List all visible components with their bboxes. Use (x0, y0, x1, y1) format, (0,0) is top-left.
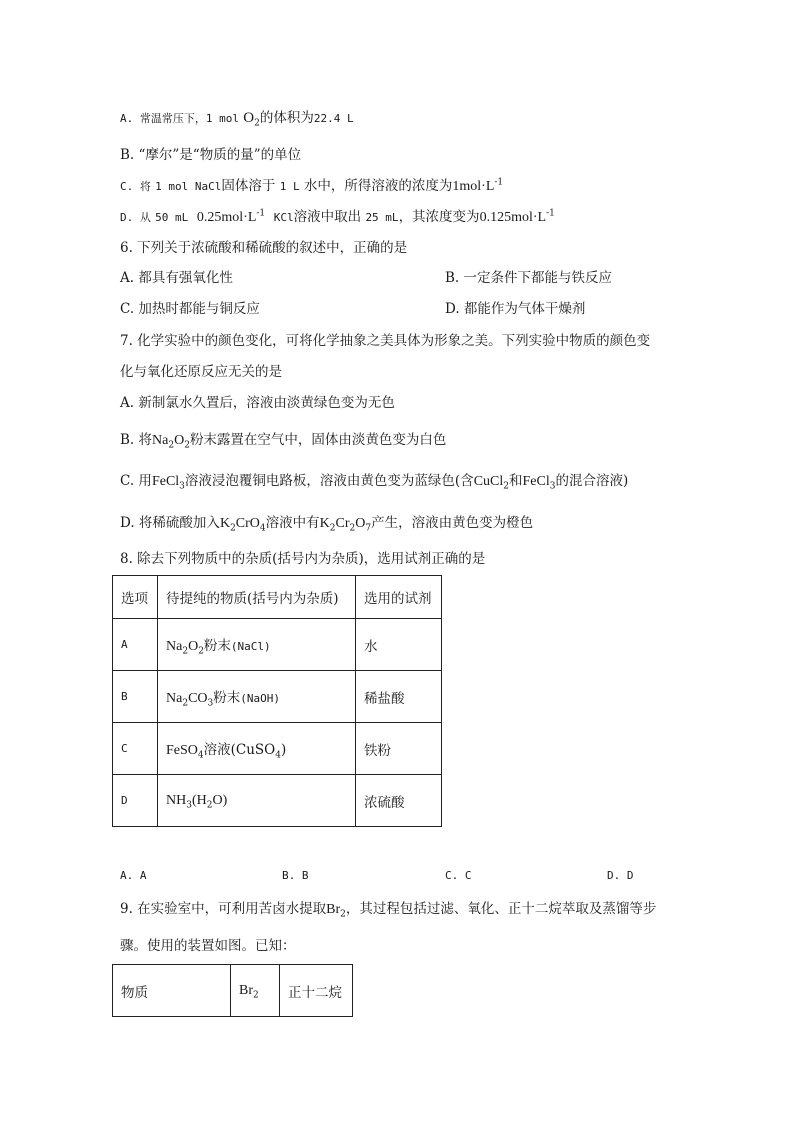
substance-cell: $Na_2O_2$粉末(NaCl) (158, 619, 356, 671)
substance-cell: $NH_3(H_2O)$ (158, 775, 356, 827)
q6-option-b: B. 一定条件下都能与铁反应 (445, 270, 613, 286)
q5-option-a: A. 常温常压下，1 mol $O_2$的体积为22.4 L (120, 110, 354, 129)
q6-stem: 6. 下列关于浓硫酸和稀硫酸的叙述中，正确的是 (120, 240, 408, 256)
reagent-cell: 铁粉 (356, 723, 442, 775)
q6-option-c: C. 加热时都能与铜反应 (120, 301, 260, 317)
reagent-cell: 水 (356, 619, 442, 671)
option-cell: C (113, 723, 158, 775)
property-cell: 物质 (113, 965, 231, 1017)
q8-choice-b: B. B (282, 869, 309, 882)
q7-option-d: D. 将稀硫酸加入$K_2CrO_4$溶液中有$K_2Cr_2O_7$产生，溶液由黄色变为橙色 (120, 515, 534, 534)
q7-stem-line1: 7. 化学实验中的颜色变化，可将化学抽象之美具体为形象之美。下列实验中物质的颜色变 (120, 333, 651, 349)
q7-option-a: A. 新制氯水久置后，溶液由淡黄绿色变为无色 (120, 395, 395, 411)
header-cell: 待提纯的物质(括号内为杂质) (158, 576, 356, 619)
q8-table (112, 575, 442, 827)
q7-option-c: C. 用FeCl$_3$溶液浸泡覆铜电路板，溶液由黄色变为蓝绿色(含CuCl$_2$和FeCl$_3$的混合溶液) (120, 473, 629, 492)
substance-cell: FeSO$_4$溶液(CuSO$_4$) (158, 723, 356, 775)
q9-stem-line1: 9. 在实验室中，可利用苦卤水提取$Br_2$，其过程包括过滤、氧化、正十二烷萃取及蒸馏等步 (120, 901, 657, 920)
table-row (113, 775, 442, 827)
option-cell: A (113, 619, 158, 671)
reagent-cell: 浓硫酸 (356, 775, 442, 827)
q5-option-d: D. 从 50 mL $0.25mol\cdot L^{-1}$ KCl溶液中取出 25 mL，其浓度变为$0.125mol\cdot L^{-1}$ (120, 208, 555, 225)
table-row (113, 671, 442, 723)
q8-stem: 8. 除去下列物质中的杂质(括号内为杂质)，选用试剂正确的是 (120, 551, 486, 567)
q6-options-row1 (120, 268, 680, 288)
q6-option-a: A. 都具有强氧化性 (120, 270, 233, 286)
q8-choice-d: D. D (607, 869, 634, 882)
option-cell: B (113, 671, 158, 723)
table-row (113, 723, 442, 775)
header-cell: 选用的试剂 (356, 576, 442, 619)
br2-cell: $Br_2$ (231, 965, 280, 1017)
q9-stem-line2: 骤。使用的装置如图。已知： (120, 938, 296, 954)
q5-option-b: B. “摩尔”是“物质的量”的单位 (120, 147, 302, 163)
q6-options-row2 (120, 299, 680, 319)
q8-choice-a: A. A (120, 869, 147, 882)
option-cell: D (113, 775, 158, 827)
table-row (113, 619, 442, 671)
q8-choice-c: C. C (445, 869, 472, 882)
header-cell: 选项 (113, 576, 158, 619)
dodecane-cell: 正十二烷 (280, 965, 353, 1017)
substance-cell: $Na_2CO_3$粉末(NaOH) (158, 671, 356, 723)
table-row (113, 965, 353, 1017)
q6-option-d: D. 都能作为气体干燥剂 (445, 301, 586, 317)
q5-option-c: C. 将 1 mol NaCl固体溶于 1 L 水中，所得溶液的浓度为$1mol\cdot L^{-1}$ (120, 177, 504, 194)
q9-table (112, 964, 353, 1017)
q7-stem-line2: 化与氧化还原反应无关的是 (120, 364, 282, 380)
q7-option-b: B. 将$Na_2O_2$粉末露置在空气中，固体由淡黄色变为白色 (120, 432, 447, 451)
table-header-row (113, 576, 442, 619)
reagent-cell: 稀盐酸 (356, 671, 442, 723)
